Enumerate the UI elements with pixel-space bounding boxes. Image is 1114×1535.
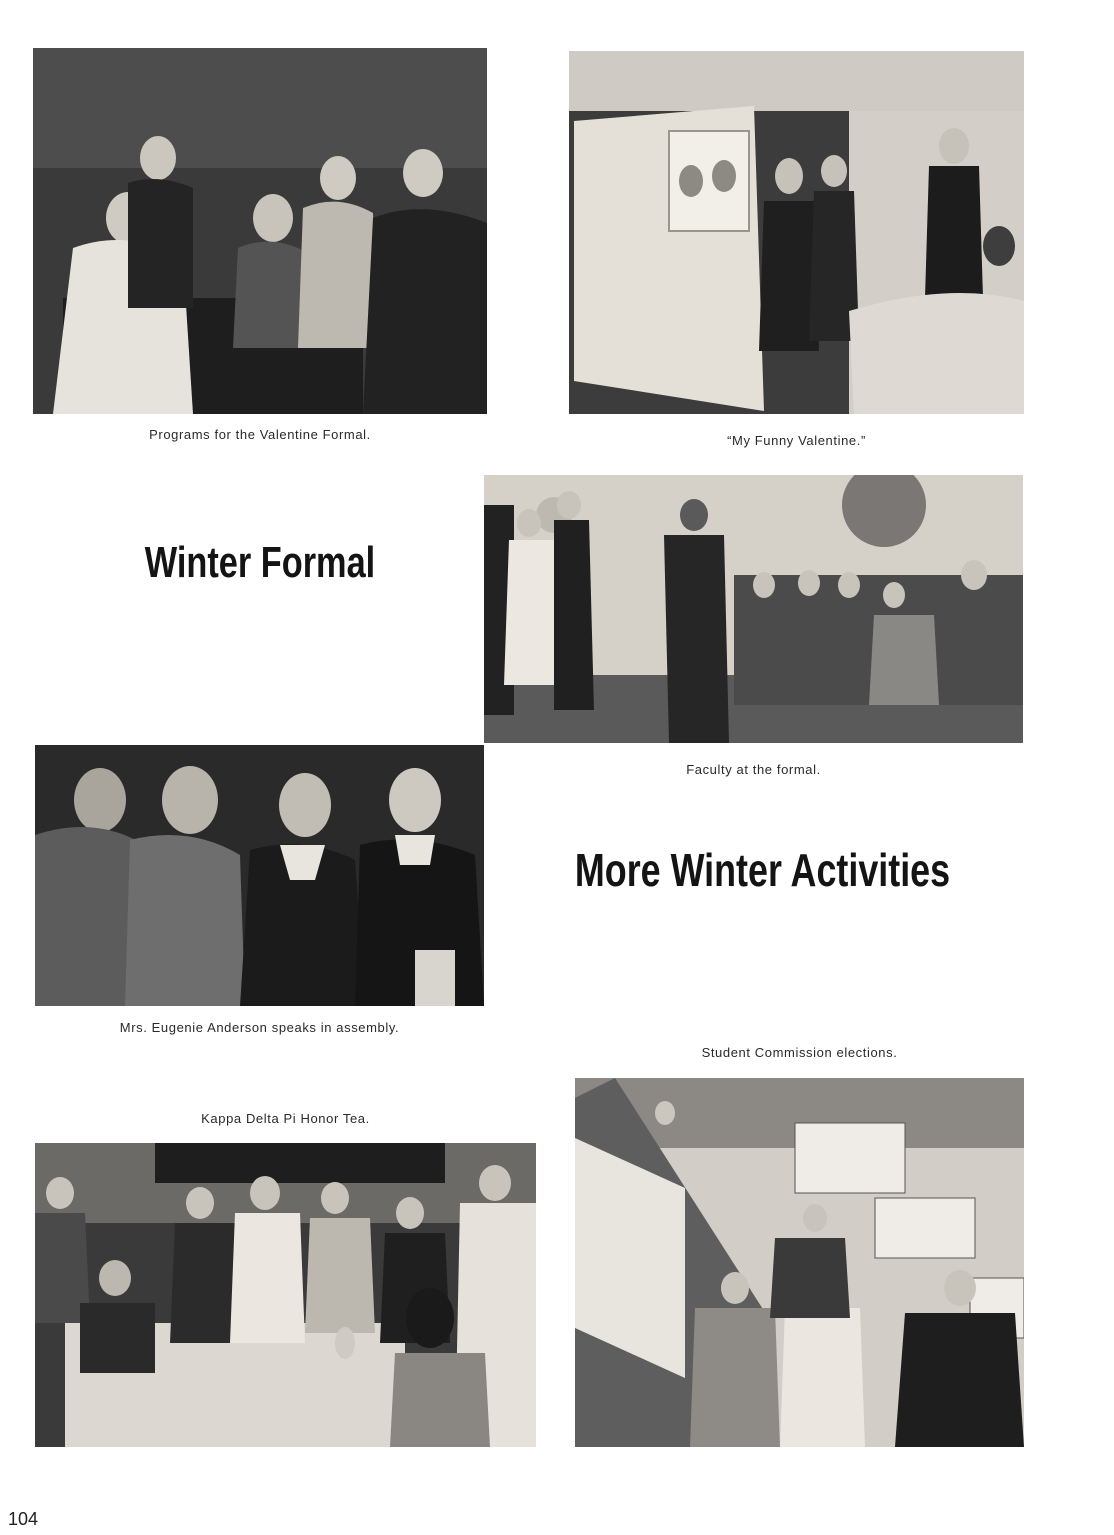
caption-eugenie-anderson: Mrs. Eugenie Anderson speaks in assembly.: [119, 1020, 400, 1035]
caption-faculty-formal: Faculty at the formal.: [686, 762, 821, 777]
photo-kappa-delta-pi: [35, 1143, 536, 1447]
caption-student-commission: Student Commission elections.: [701, 1045, 898, 1060]
caption-funny-valentine: “My Funny Valentine.”: [727, 433, 866, 448]
heading-more-winter-activities: More Winter Activities: [574, 844, 951, 896]
heading-winter-formal: Winter Formal: [144, 538, 376, 587]
photo-funny-valentine: [569, 51, 1024, 414]
caption-kappa-delta-pi: Kappa Delta Pi Honor Tea.: [201, 1111, 370, 1126]
photo-student-commission: [575, 1078, 1024, 1447]
photo-faculty-formal: [484, 475, 1023, 743]
photo-eugenie-anderson: [35, 745, 484, 1006]
page-number: 104: [8, 1509, 39, 1529]
photo-valentine-programs: [33, 48, 487, 414]
caption-valentine-programs: Programs for the Valentine Formal.: [149, 427, 371, 442]
